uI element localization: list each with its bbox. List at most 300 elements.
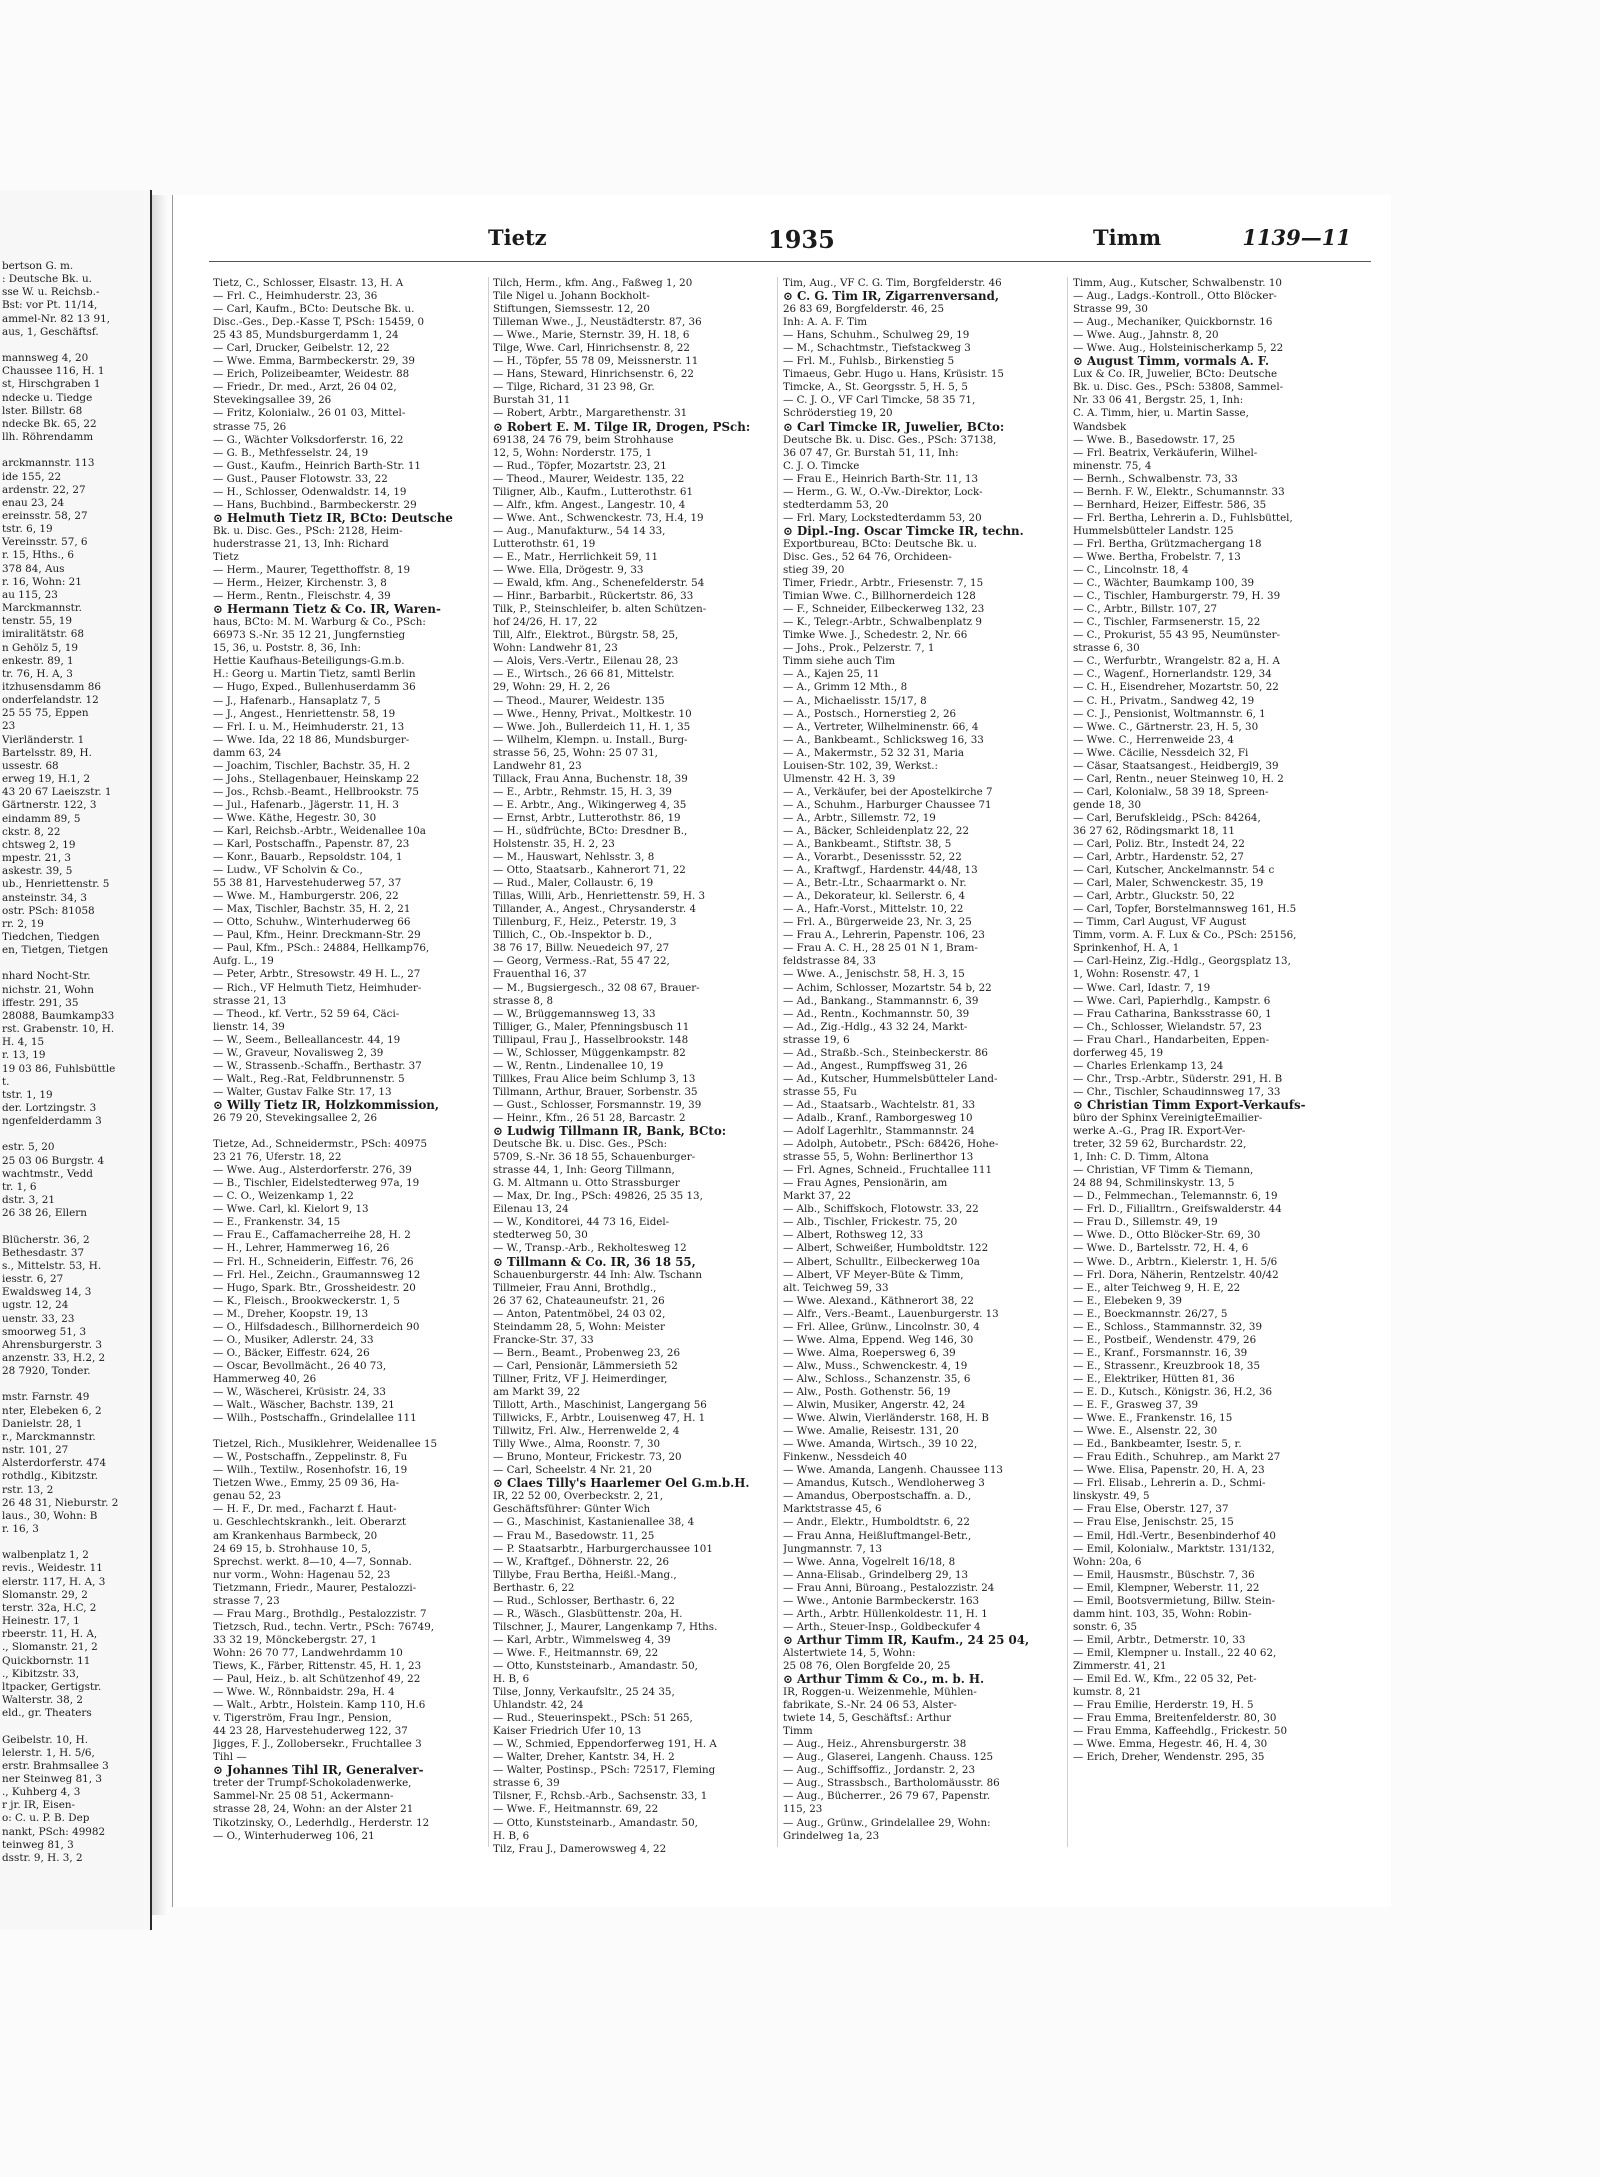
directory-entry: 1, Wohn: Rosenstr. 47, 1	[1073, 968, 1201, 981]
directory-entry: — W., Wäscherei, Krüsistr. 24, 33	[213, 1385, 386, 1398]
directory-entry: — C., Lincolnstr. 18, 4	[1073, 564, 1189, 577]
left-page-line: Bst: vor Pt. 11/14,	[2, 299, 98, 312]
directory-entry: — A., Michaelisstr. 15/17, 8	[783, 694, 927, 707]
directory-entry: Kaiser Friedrich Ufer 10, 13	[493, 1725, 642, 1738]
directory-entry: — A., Grimm 12 Mth., 8	[783, 681, 908, 694]
left-page-line	[2, 1720, 152, 1733]
directory-entry: Schröderstieg 19, 20	[783, 407, 893, 420]
directory-entry: — W., Graveur, Novalisweg 2, 39	[213, 1046, 384, 1059]
directory-entry: — Wwe. Aug., Holsteinischerkamp 5, 22	[1073, 342, 1284, 355]
directory-entry: Tietz, C., Schlosser, Elsastr. 13, H. A	[213, 277, 404, 289]
directory-entry: — Heinr., Kfm., 26 51 28, Barcastr. 2	[493, 1112, 686, 1124]
column-divider	[777, 277, 778, 1847]
directory-entry: Disc.-Ges., Dep.-Kasse T, PSch: 15459, 0	[213, 316, 425, 329]
directory-entry: strasse 75, 26	[213, 420, 287, 433]
directory-entry: Zimmerstr. 41, 21	[1073, 1659, 1167, 1672]
directory-entry: — Walter, Postinsp., PSch: 72517, Fleming	[493, 1764, 716, 1777]
directory-entry: — Frl. Beatrix, Verkäuferin, Wilhel-	[1073, 446, 1258, 459]
directory-entry: — A., Arbtr., Sillemstr. 72, 19	[783, 811, 936, 824]
left-page-line: 28 7920, Tonder.	[2, 1365, 91, 1378]
directory-entry: — Wwe. Alma, Roepersweg 6, 39	[783, 1346, 956, 1359]
directory-entry: Tillich, C., Ob.-Inspektor b. D.,	[493, 929, 653, 942]
left-page-line: uenstr. 33, 23	[2, 1312, 75, 1325]
left-page-line: revis., Weidestr. 11	[2, 1562, 103, 1575]
directory-entry: Landwehr 81, 23	[493, 759, 582, 772]
directory-entry: — Frau Charl., Handarbeiten, Eppen-	[1073, 1033, 1270, 1046]
directory-entry: — Walter, Dreher, Kantstr. 34, H. 2	[493, 1751, 675, 1764]
left-page-line: r. 13, 19	[2, 1049, 46, 1062]
left-page-line: ltpacker, Gertigstr.	[2, 1680, 102, 1693]
directory-entry: — W., Kraftgef., Döhnerstr. 22, 26	[493, 1555, 670, 1568]
directory-entry: — C., Wächter, Baumkamp 100, 39	[1073, 577, 1255, 590]
directory-entry: — Carl, Pensionär, Lämmersieth 52	[493, 1359, 678, 1372]
directory-entry: Tillander, A., Angest., Chrysanderstr. 4	[493, 903, 697, 916]
directory-entry: Tietzsch, Rud., techn. Vertr., PSch: 76749,	[213, 1620, 435, 1633]
directory-entry: — Karl, Reichsb.-Arbtr., Weidenallee 10a	[213, 824, 426, 837]
directory-entry: — Frau Else, Oberstr. 127, 37	[1073, 1503, 1229, 1516]
directory-entry: — E., Elektriker, Hütten 81, 36	[1073, 1372, 1235, 1385]
directory-entry: — Wwe. A., Jenischstr. 58, H. 3, 15	[783, 968, 965, 981]
directory-entry: — Frau A. C. H., 28 25 01 N 1, Bram-	[783, 942, 978, 955]
left-page-line: ckstr. 8, 22	[2, 825, 61, 838]
left-page-line: en, Tietgen, Tietgen	[2, 944, 109, 957]
directory-entry: — M., Hauswart, Nehlsstr. 3, 8	[493, 851, 655, 864]
left-page-line: Vierländerstr. 1	[2, 733, 85, 746]
directory-entry: — Charles Erlenkamp 13, 24	[1073, 1059, 1224, 1072]
left-page-line: rstr. 13, 2	[2, 1483, 54, 1496]
left-page-line: Tiedchen, Tiedgen	[2, 930, 100, 943]
directory-entry: Tillkes, Frau Alice beim Schlump 3, 13	[493, 1072, 696, 1085]
directory-entry: — Gust., Kaufm., Heinrich Barth-Str. 11	[213, 459, 421, 472]
directory-entry: — Aug., Mechaniker, Quickbornstr. 16	[1073, 316, 1273, 329]
directory-entry: C. A. Timm, hier, u. Martin Sasse,	[1073, 407, 1249, 420]
directory-entry: — Jos., Rchsb.-Beamt., Hellbrookstr. 75	[213, 785, 419, 798]
directory-entry: Geschäftsführer: Günter Wich	[493, 1503, 651, 1516]
left-page-line: Bethesdastr. 37	[2, 1246, 85, 1259]
left-page-line	[2, 957, 152, 970]
directory-entry: — Emil, Arbtr., Detmerstr. 10, 33	[1073, 1633, 1246, 1646]
directory-entry: — F., Schneider, Eilbeckerweg 132, 23	[783, 603, 985, 616]
directory-entry: — Hans, Schuhm., Schulweg 29, 19	[783, 329, 970, 342]
directory-entry: — Theod., kf. Vertr., 52 59 64, Cäci-	[213, 1007, 400, 1020]
left-page-line: Chaussee 116, H. 1	[2, 365, 105, 378]
directory-entry: — Herm., G. W., O.-Vw.-Direktor, Lock-	[783, 485, 983, 498]
directory-entry: — Achim, Schlosser, Mozartstr. 54 b, 22	[783, 981, 992, 994]
left-page-line: n Gehölz 5, 19	[2, 641, 78, 654]
directory-entry: — W., Rentn., Lindenallee 10, 19	[493, 1059, 664, 1072]
directory-entry: — Alw., Schloss., Schanzenstr. 35, 6	[783, 1372, 971, 1385]
left-page-line: tr. 1, 6	[2, 1180, 37, 1193]
directory-entry: — Frl. Hel., Zeichn., Graumannsweg 12	[213, 1268, 421, 1281]
directory-entry: — Erich, Polizeibeamter, Weidestr. 88	[213, 368, 410, 381]
directory-entry: Holstenstr. 35, H. 2, 23	[493, 838, 615, 851]
directory-entry: Jungmannstr. 7, 13	[783, 1542, 883, 1555]
left-page-line: ardenstr. 22, 27	[2, 483, 86, 496]
directory-entry: Tietz	[213, 550, 239, 563]
directory-entry: — E., Arbtr., Rehmstr. 15, H. 3, 39	[493, 785, 672, 798]
directory-entry: strasse 44, 1, Inh: Georg Tillmann,	[493, 1164, 675, 1177]
left-page-line: nstr. 101, 27	[2, 1444, 69, 1457]
directory-entry: — Arth., Arbtr. Hüllenkoldestr. 11, H. 1	[783, 1607, 988, 1620]
directory-entry: — Albert, Schweißer, Humboldtstr. 122	[783, 1242, 989, 1255]
directory-entry: — Alwin, Musiker, Angerstr. 42, 24	[783, 1399, 966, 1412]
directory-entry: strasse 21, 13	[213, 994, 287, 1007]
left-page-line: lster. Billstr. 68	[2, 404, 83, 417]
left-page-line: teinweg 81, 3	[2, 1838, 74, 1851]
directory-entry: stedterdamm 53, 20	[783, 498, 889, 511]
directory-entry: — Emil, Hdl.-Vertr., Besenbinderhof 40	[1073, 1529, 1276, 1542]
directory-entry: stedterweg 50, 30	[493, 1229, 588, 1242]
directory-entry: — Frau Else, Jenischstr. 25, 15	[1073, 1516, 1234, 1529]
directory-entry: lienstr. 14, 39	[213, 1020, 285, 1033]
directory-entry: — Frl. M., Fuhlsb., Birkenstieg 5	[783, 355, 955, 368]
directory-entry: Till, Alfr., Elektrot., Bürgstr. 58, 25,	[493, 629, 679, 642]
left-page-line: ub., Henriettenstr. 5	[2, 878, 110, 891]
left-page-line: bertson G. m.	[2, 260, 74, 272]
left-page-line: r., Marckmannstr.	[2, 1430, 96, 1443]
directory-entry: ⊙ Tillmann & Co. IR, 36 18 55,	[493, 1255, 696, 1269]
directory-entry: ⊙ Christian Timm Export-Verkaufs-	[1073, 1098, 1306, 1112]
directory-entry: Sprinkenhof, H. A, 1	[1073, 942, 1180, 955]
directory-entry: Deutsche Bk. u. Disc. Ges., PSch: 37138,	[783, 433, 997, 446]
directory-entry: — Carl, Arbtr., Hardenstr. 52, 27	[1073, 851, 1244, 864]
directory-entry: — Joachim, Tischler, Bachstr. 35, H. 2	[213, 759, 411, 772]
header-last-entry: Timm	[1093, 225, 1162, 250]
directory-entry: — W., Postschaffn., Zeppelinstr. 8, Fu	[213, 1451, 408, 1464]
directory-entry: — Bern., Beamt., Probenweg 23, 26	[493, 1346, 681, 1359]
left-page-line: : Deutsche Bk. u.	[2, 273, 92, 286]
column-divider	[488, 277, 489, 1847]
directory-entry: 26 37 62, Chateauneufstr. 21, 26	[493, 1294, 665, 1307]
directory-entry: — E., Postbeif., Wendenstr. 479, 26	[1073, 1333, 1257, 1346]
directory-entry: — Wwe. Bertha, Frobelstr. 7, 13	[1073, 550, 1241, 563]
column-divider	[1067, 277, 1068, 1847]
directory-entry: — Wwe. D., Arbtrn., Kielerstr. 1, H. 5/6	[1073, 1255, 1278, 1268]
directory-entry: — Ernst, Arbtr., Lutterothstr. 86, 19	[493, 811, 681, 824]
directory-entry: 1, Inh: C. D. Timm, Altona	[1073, 1151, 1209, 1164]
directory-entry: — E. F., Grasweg 37, 39	[1073, 1399, 1199, 1412]
directory-entry: — Carl, Kolonialw., 58 39 18, Spreen-	[1073, 785, 1269, 798]
directory-entry: — Frl. Allee, Grünw., Lincolnstr. 30, 4	[783, 1320, 980, 1333]
directory-entry: — Aug., Heiz., Ahrensburgerstr. 38	[783, 1738, 967, 1751]
directory-entry: — Otto, Schuhw., Winterhuderweg 66	[213, 916, 411, 929]
directory-entry: Sammel-Nr. 25 08 51, Ackermann-	[213, 1790, 394, 1803]
directory-entry: — Otto, Kunststeinarb., Amandastr. 50,	[493, 1659, 698, 1672]
directory-entry: Tikotzinsky, O., Lederhdlg., Herderstr. 12	[213, 1816, 430, 1829]
directory-entry: 69138, 24 76 79, beim Strohhause	[493, 433, 674, 446]
directory-entry: — Wwe. Emma, Barmbeckerstr. 29, 39	[213, 355, 415, 368]
directory-entry: alt. Teichweg 59, 33	[783, 1281, 889, 1294]
directory-entry: — E., Frankenstr. 34, 15	[213, 1216, 341, 1229]
header-year: 1935	[768, 225, 835, 254]
directory-entry: twiete 14, 5, Geschäftsf.: Arthur	[783, 1712, 952, 1725]
directory-entry: 36 07 47, Gr. Burstah 51, 11, Inh:	[783, 446, 959, 459]
left-page-line: terstr. 32a, H.C, 2	[2, 1601, 97, 1614]
left-page-line: 25 03 06 Burgstr. 4	[2, 1154, 105, 1167]
directory-entry: — Rud., Maler, Collaustr. 6, 19	[493, 877, 654, 890]
directory-entry: Bk. u. Disc. Ges., PSch: 2128, Heim-	[213, 524, 403, 537]
directory-entry: — P. Staatsarbtr., Harburgerchaussee 101	[493, 1542, 713, 1555]
left-page-line: Walterstr. 38, 2	[2, 1694, 83, 1707]
directory-entry: ⊙ C. G. Tim IR, Zigarrenversand,	[783, 290, 999, 304]
directory-entry: linskystr. 49, 5	[1073, 1490, 1150, 1503]
left-page-line: eindamm 89, 5	[2, 812, 81, 825]
directory-entry: — Wwe. D., Otto Blöcker-Str. 69, 30	[1073, 1229, 1261, 1242]
directory-entry: — Alw., Posth. Gothenstr. 56, 19	[783, 1385, 951, 1398]
left-page-line: aus, 1, Geschäftsf.	[2, 325, 99, 338]
left-page-line: enau 23, 24	[2, 496, 65, 509]
left-page-line: Quickbornstr. 11	[2, 1654, 91, 1667]
left-page-line: mpestr. 21, 3	[2, 852, 72, 865]
directory-entry: — Wilh., Postschaffn., Grindelallee 111	[213, 1412, 417, 1425]
directory-entry: — Wwe., Henny, Privat., Moltkestr. 10	[493, 707, 692, 720]
directory-entry: — Ad., Angest., Rumpffsweg 31, 26	[783, 1059, 968, 1072]
directory-entry: Wohn: 20a, 6	[1073, 1555, 1142, 1568]
left-page-line	[2, 1378, 152, 1391]
directory-entry: — A., Kajen 25, 11	[783, 668, 880, 681]
directory-entry: — Aug., Manufakturw., 54 14 33,	[493, 524, 666, 537]
directory-entry: Hummelsbütteler Landstr. 125	[1073, 524, 1234, 537]
directory-entry: — Friedr., Dr. med., Arzt, 26 04 02,	[213, 381, 397, 394]
directory-entry: — Wwe. Carl, Idastr. 7, 19	[1073, 981, 1211, 994]
directory-entry: 24 88 94, Schmilinskystr. 13, 5	[1073, 1177, 1235, 1190]
directory-entry: — Wwe. Ella, Drögestr. 9, 33	[493, 564, 644, 577]
directory-entry: — W., Strassenb.-Schaffn., Berthastr. 37	[213, 1059, 422, 1072]
left-page-line: Ewaldsweg 14, 3	[2, 1286, 92, 1299]
directory-page	[172, 195, 1391, 1907]
directory-entry: — Emil, Hausmstr., Büschstr. 7, 36	[1073, 1568, 1255, 1581]
left-page-line	[2, 444, 152, 457]
left-page-line: ngenfelderdamm 3	[2, 1115, 102, 1128]
directory-entry: — Ad., Kutscher, Hummelsbütteler Land-	[783, 1072, 998, 1085]
directory-entry: — Hans, Steward, Hinrichsenstr. 6, 22	[493, 368, 694, 381]
directory-entry: Tillas, Willi, Arb., Henriettenstr. 59, H. 3	[493, 890, 706, 903]
left-page-line: ., Kuhberg 4, 3	[2, 1786, 81, 1799]
directory-entry: — Herm., Rentn., Fleischstr. 4, 39	[213, 590, 391, 603]
directory-entry: Francke-Str. 37, 33	[493, 1333, 594, 1346]
directory-entry: Lux & Co. IR, Juwelier, BCto: Deutsche	[1073, 368, 1278, 381]
directory-entry: — Aug., Bücherrer., 26 79 67, Papenstr.	[783, 1790, 991, 1803]
directory-entry: — Arth., Steuer-Insp., Goldbeckufer 4	[783, 1620, 981, 1633]
directory-entry: — Hugo, Exped., Bullenhuserdamm 36	[213, 681, 416, 694]
page-header	[213, 225, 1361, 253]
directory-entry: — Ad., Bankang., Stammannstr. 6, 39	[783, 994, 979, 1007]
directory-entry: — Herm., Heizer, Kirchenstr. 3, 8	[213, 577, 387, 590]
left-page-line	[2, 1128, 152, 1141]
directory-entry: — Jul., Hafenarb., Jägerstr. 11, H. 3	[213, 798, 399, 811]
directory-entry: Timm	[783, 1725, 813, 1738]
left-page-line: tstr. 1, 19	[2, 1088, 53, 1101]
directory-entry: — Frl. I. u. M., Heimhuderstr. 21, 13	[213, 720, 405, 733]
directory-entry: Tillmann, Arthur, Brauer, Sorbenstr. 35	[493, 1085, 698, 1098]
directory-entry: — Frau Agnes, Pensionärin, am	[783, 1177, 948, 1190]
left-page-line: Geibelstr. 10, H.	[2, 1733, 89, 1746]
left-page-line: au 115, 23	[2, 588, 58, 601]
directory-entry: — Frl. Bertha, Grützmachergang 18	[1073, 537, 1262, 550]
directory-entry: Tillack, Frau Anna, Buchenstr. 18, 39	[493, 772, 688, 785]
directory-entry: — C. H., Eisendreher, Mozartstr. 50, 22	[1073, 681, 1279, 694]
directory-entry: — Chr., Tischler, Schaudinnsweg 17, 33	[1073, 1085, 1281, 1098]
directory-entry: huderstrasse 21, 13, Inh: Richard	[213, 537, 389, 550]
directory-entry: — Adalb., Kranf., Ramborgesweg 10	[783, 1112, 973, 1124]
directory-entry: — A., Kraftwgf., Hardenstr. 44/48, 13	[783, 864, 978, 877]
directory-column-1	[213, 277, 483, 1843]
directory-entry: — A., Verkäufer, bei der Apostelkirche 7	[783, 785, 993, 798]
directory-entry: — A., Vorarbt., Desenissstr. 52, 22	[783, 851, 962, 864]
directory-entry: — Albert, VF Meyer-Büte & Timm,	[783, 1268, 964, 1281]
directory-entry: Hettie Kaufhaus-Beteiligungs-G.m.b.	[213, 655, 405, 668]
left-page-line: r. 16, Wohn: 21	[2, 575, 82, 588]
directory-entry: Tilk, P., Steinschleifer, b. alten Schützen-	[493, 603, 707, 616]
left-page-line: rr. 2, 19	[2, 917, 44, 930]
directory-entry: — O., Bäcker, Eiffestr. 624, 26	[213, 1346, 370, 1359]
directory-entry: — Tilge, Richard, 31 23 98, Gr.	[493, 381, 655, 394]
directory-entry: — O., Hilfsdadesch., Billhornerdeich 90	[213, 1320, 420, 1333]
directory-entry: — Theod., Maurer, Weidestr. 135, 22	[493, 472, 685, 485]
directory-entry: — C., Prokurist, 55 43 95, Neumünster-	[1073, 629, 1281, 642]
directory-entry: strasse 56, 25, Wohn: 25 07 31,	[493, 746, 658, 759]
left-page-line: chtsweg 2, 19	[2, 838, 76, 851]
directory-entry: Tietze, Ad., Schneidermstr., PSch: 40975	[213, 1138, 428, 1151]
left-page-line: o: C. u. P. B. Dep	[2, 1812, 90, 1825]
directory-entry: — Karl, Postschaffn., Papenstr. 87, 23	[213, 838, 410, 851]
directory-entry: — E., alter Teichweg 9, H. E, 22	[1073, 1281, 1241, 1294]
directory-entry: — Carl, Berufskleidg., PSch: 84264,	[1073, 811, 1261, 824]
directory-entry: Burstah 31, 11	[493, 394, 571, 407]
left-page-line: laus., 30, Wohn: B	[2, 1509, 98, 1522]
directory-entry: — G., Maschinist, Kastanienallee 38, 4	[493, 1516, 695, 1529]
directory-entry: — Frau Marg., Brothdlg., Pestalozzistr. 7	[213, 1607, 427, 1620]
directory-entry: — W., Schmied, Eppendorferweg 191, H. A	[493, 1738, 717, 1751]
directory-entry: — Carl, Poliz. Btr., Instedt 24, 22	[1073, 838, 1245, 851]
directory-entry: Bk. u. Disc. Ges., PSch: 53808, Sammel-	[1073, 381, 1284, 394]
left-page-line: elerstr. 117, H. A, 3	[2, 1575, 106, 1588]
directory-entry: Stevekingsallee 39, 26	[213, 394, 332, 407]
directory-entry: Tile Nigel u. Johann Bockholt-	[493, 290, 650, 303]
directory-entry: Tilliger, G., Maler, Pfenningsbusch 11	[493, 1020, 690, 1033]
directory-entry: — Wwe. Aug., Alsterdorferstr. 276, 39	[213, 1164, 412, 1177]
directory-entry: — Konr., Bauarb., Repsoldstr. 104, 1	[213, 851, 403, 864]
directory-entry: — A., Bankbeamt., Schlicksweg 16, 33	[783, 733, 984, 746]
directory-entry: ⊙ Ludwig Tillmann IR, Bank, BCto:	[493, 1125, 727, 1139]
directory-entry: — Aug., Schiffsoffiz., Jordanstr. 2, 23	[783, 1764, 976, 1777]
directory-entry: Tilse, Jonny, Verkaufsltr., 25 24 35,	[493, 1686, 675, 1699]
left-page-line: H. 4, 15	[2, 1036, 45, 1049]
directory-entry: Timian Wwe. C., Billhornerdeich 128	[783, 590, 976, 603]
directory-entry: — Albert, Rothsweg 12, 33	[783, 1229, 924, 1242]
directory-entry: H.: Georg u. Martin Tietz, samtl Berlin	[213, 668, 416, 681]
directory-entry: — Chr., Trsp.-Arbtr., Süderstr. 291, H. B	[1073, 1072, 1283, 1085]
directory-entry: Tillwitz, Frl. Alw., Herrenwelde 2, 4	[493, 1425, 680, 1438]
left-page-line: erstr. Brahmsallee 3	[2, 1759, 109, 1772]
directory-entry: Tillwicks, F., Arbtr., Louisenweg 47, H. 1	[493, 1412, 706, 1425]
directory-entry: — Paul, Kfm., Heinr. Dreckmann-Str. 29	[213, 929, 421, 942]
directory-entry: — Bernh., Schwalbenstr. 73, 33	[1073, 472, 1238, 485]
directory-entry: — Ewald, kfm. Ang., Schenefelderstr. 54	[493, 577, 705, 590]
directory-entry: Tiews, K., Färber, Rittenstr. 45, H. 1, 23	[213, 1659, 422, 1672]
directory-column-3	[783, 277, 1053, 1843]
directory-entry: — Wwe. Amanda, Langenh. Chaussee 113	[783, 1464, 1003, 1477]
directory-entry: G. M. Altmann u. Otto Strassburger	[493, 1177, 680, 1190]
directory-entry: nur vorm., Wohn: Hagenau 52, 23	[213, 1568, 391, 1581]
directory-entry: — Wwe. Carl, Papierhdlg., Kampstr. 6	[1073, 994, 1271, 1007]
directory-entry: — E. Arbtr., Ang., Wikingerweg 4, 35	[493, 798, 687, 811]
directory-entry: — Frau M., Basedowstr. 11, 25	[493, 1529, 655, 1542]
left-page-line: ansteinstr. 34, 3	[2, 891, 87, 904]
directory-entry: — K., Telegr.-Arbtr., Schwalbenplatz 9	[783, 616, 982, 629]
directory-entry: — Wwe. E., Alsenstr. 22, 30	[1073, 1425, 1218, 1438]
left-page-line: Bartelsstr. 89, H.	[2, 746, 92, 759]
directory-entry: — Amandus, Oberpostschaffn. a. D.,	[783, 1490, 972, 1503]
left-page-line: ndecke Bk. 65, 22	[2, 417, 97, 430]
directory-entry: — Frl. Elisab., Lehrerin a. D., Schmi-	[1073, 1477, 1266, 1490]
directory-entry: — Wwe. Käthe, Hegestr. 30, 30	[213, 811, 377, 824]
left-page-line: itzhusensdamm 86	[2, 681, 101, 693]
directory-entry: — Wwe. C., Gärtnerstr. 23, H. 5, 30	[1073, 720, 1259, 733]
directory-entry: — Hugo, Spark. Btr., Grossheidestr. 20	[213, 1281, 416, 1294]
directory-entry: — Paul, Kfm., PSch.: 24884, Hellkamp76,	[213, 942, 430, 955]
directory-entry: — Carl, Scheelstr. 4 Nr. 21, 20	[493, 1464, 652, 1477]
directory-entry: — Ad., Zig.-Hdlg., 43 32 24, Markt-	[783, 1020, 968, 1033]
directory-entry: — Wwe. Alma, Eppend. Weg 146, 30	[783, 1333, 974, 1346]
directory-entry: hof 24/26, H. 17, 22	[493, 616, 598, 629]
left-page-line: 26 48 31, Nieburstr. 2	[2, 1496, 119, 1509]
directory-entry: — Wwe. M., Hamburgerstr. 206, 22	[213, 890, 399, 903]
directory-entry: 12, 5, Wohn: Norderstr. 175, 1	[493, 446, 653, 459]
directory-entry: — O., Musiker, Adlerstr. 24, 33	[213, 1333, 374, 1346]
directory-entry: — Wwe. Elisa, Papenstr. 20, H. A, 23	[1073, 1464, 1265, 1477]
directory-entry: — A., Makermstr., 52 32 31, Maria	[783, 746, 964, 759]
directory-entry: — Alb., Schiffskoch, Flotowstr. 33, 22	[783, 1203, 979, 1216]
directory-entry: ⊙ Willy Tietz IR, Holzkommission,	[213, 1098, 439, 1112]
directory-entry: — Frau Catharina, Banksstrasse 60, 1	[1073, 1007, 1272, 1020]
directory-entry: — Frau Emma, Breitenfelderstr. 80, 30	[1073, 1712, 1277, 1725]
directory-entry: — A., Hafr.-Vorst., Mittelstr. 10, 22	[783, 903, 964, 916]
directory-entry: Strasse 99, 30	[1073, 303, 1148, 316]
directory-entry: Tietzen Wwe., Emmy, 25 09 36, Ha-	[213, 1477, 400, 1490]
left-page-line: ussestr. 68	[2, 759, 59, 772]
directory-entry: — Emil Ed. W., Kfm., 22 05 32, Pet-	[1073, 1673, 1257, 1686]
left-page-line: dstr. 3, 21	[2, 1194, 56, 1207]
header-first-entry: Tietz	[488, 225, 547, 250]
left-page-line	[2, 1220, 152, 1233]
directory-entry: — Wilh., Textilw., Rosenhofstr. 16, 19	[213, 1464, 408, 1477]
left-page-line: ., Kibitzstr. 33,	[2, 1667, 80, 1680]
directory-entry: treter, 32 59 62, Burchardstr. 22,	[1073, 1138, 1247, 1151]
directory-entry: Eilenau 13, 24	[493, 1203, 569, 1216]
directory-entry: — Frl. Dora, Näherin, Rentzelstr. 40/42	[1073, 1268, 1279, 1281]
directory-entry: Wandsbek	[1073, 420, 1127, 433]
directory-entry: haus, BCto: M. M. Warburg & Co., PSch:	[213, 616, 426, 629]
directory-entry: — Ludw., VF Scholvin & Co.,	[213, 864, 363, 877]
directory-entry: strasse 7, 23	[213, 1594, 280, 1607]
directory-entry: Timm siehe auch Tim	[783, 655, 895, 668]
directory-entry: Stiftungen, Siemssestr. 12, 20	[493, 303, 650, 316]
directory-entry: damm 63, 24	[213, 746, 282, 759]
directory-entry: — Johs., Stellagenbauer, Heinskamp 22	[213, 772, 420, 785]
directory-entry: — Wwe. Aug., Jahnstr. 8, 20	[1073, 329, 1219, 342]
directory-entry: strasse 28, 24, Wohn: an der Alster 21	[213, 1803, 414, 1816]
left-page-line: mstr. Farnstr. 49	[2, 1391, 90, 1404]
directory-entry: — W., Konditorei, 44 73 16, Eidel-	[493, 1216, 670, 1229]
left-page-line: 19 03 86, Fuhlsbüttle	[2, 1062, 116, 1075]
directory-entry: am Markt 39, 22	[493, 1385, 581, 1398]
left-page-line: llh. Röhrendamm	[2, 431, 94, 444]
directory-entry: — Emil, Klempner, Weberstr. 11, 22	[1073, 1581, 1260, 1594]
directory-entry: — Bernhard, Heizer, Eiffestr. 586, 35	[1073, 498, 1267, 511]
directory-entry: — Wwe. Alexand., Käthnerort 38, 22	[783, 1294, 974, 1307]
directory-entry: — Christian, VF Timm & Tiemann,	[1073, 1164, 1254, 1177]
